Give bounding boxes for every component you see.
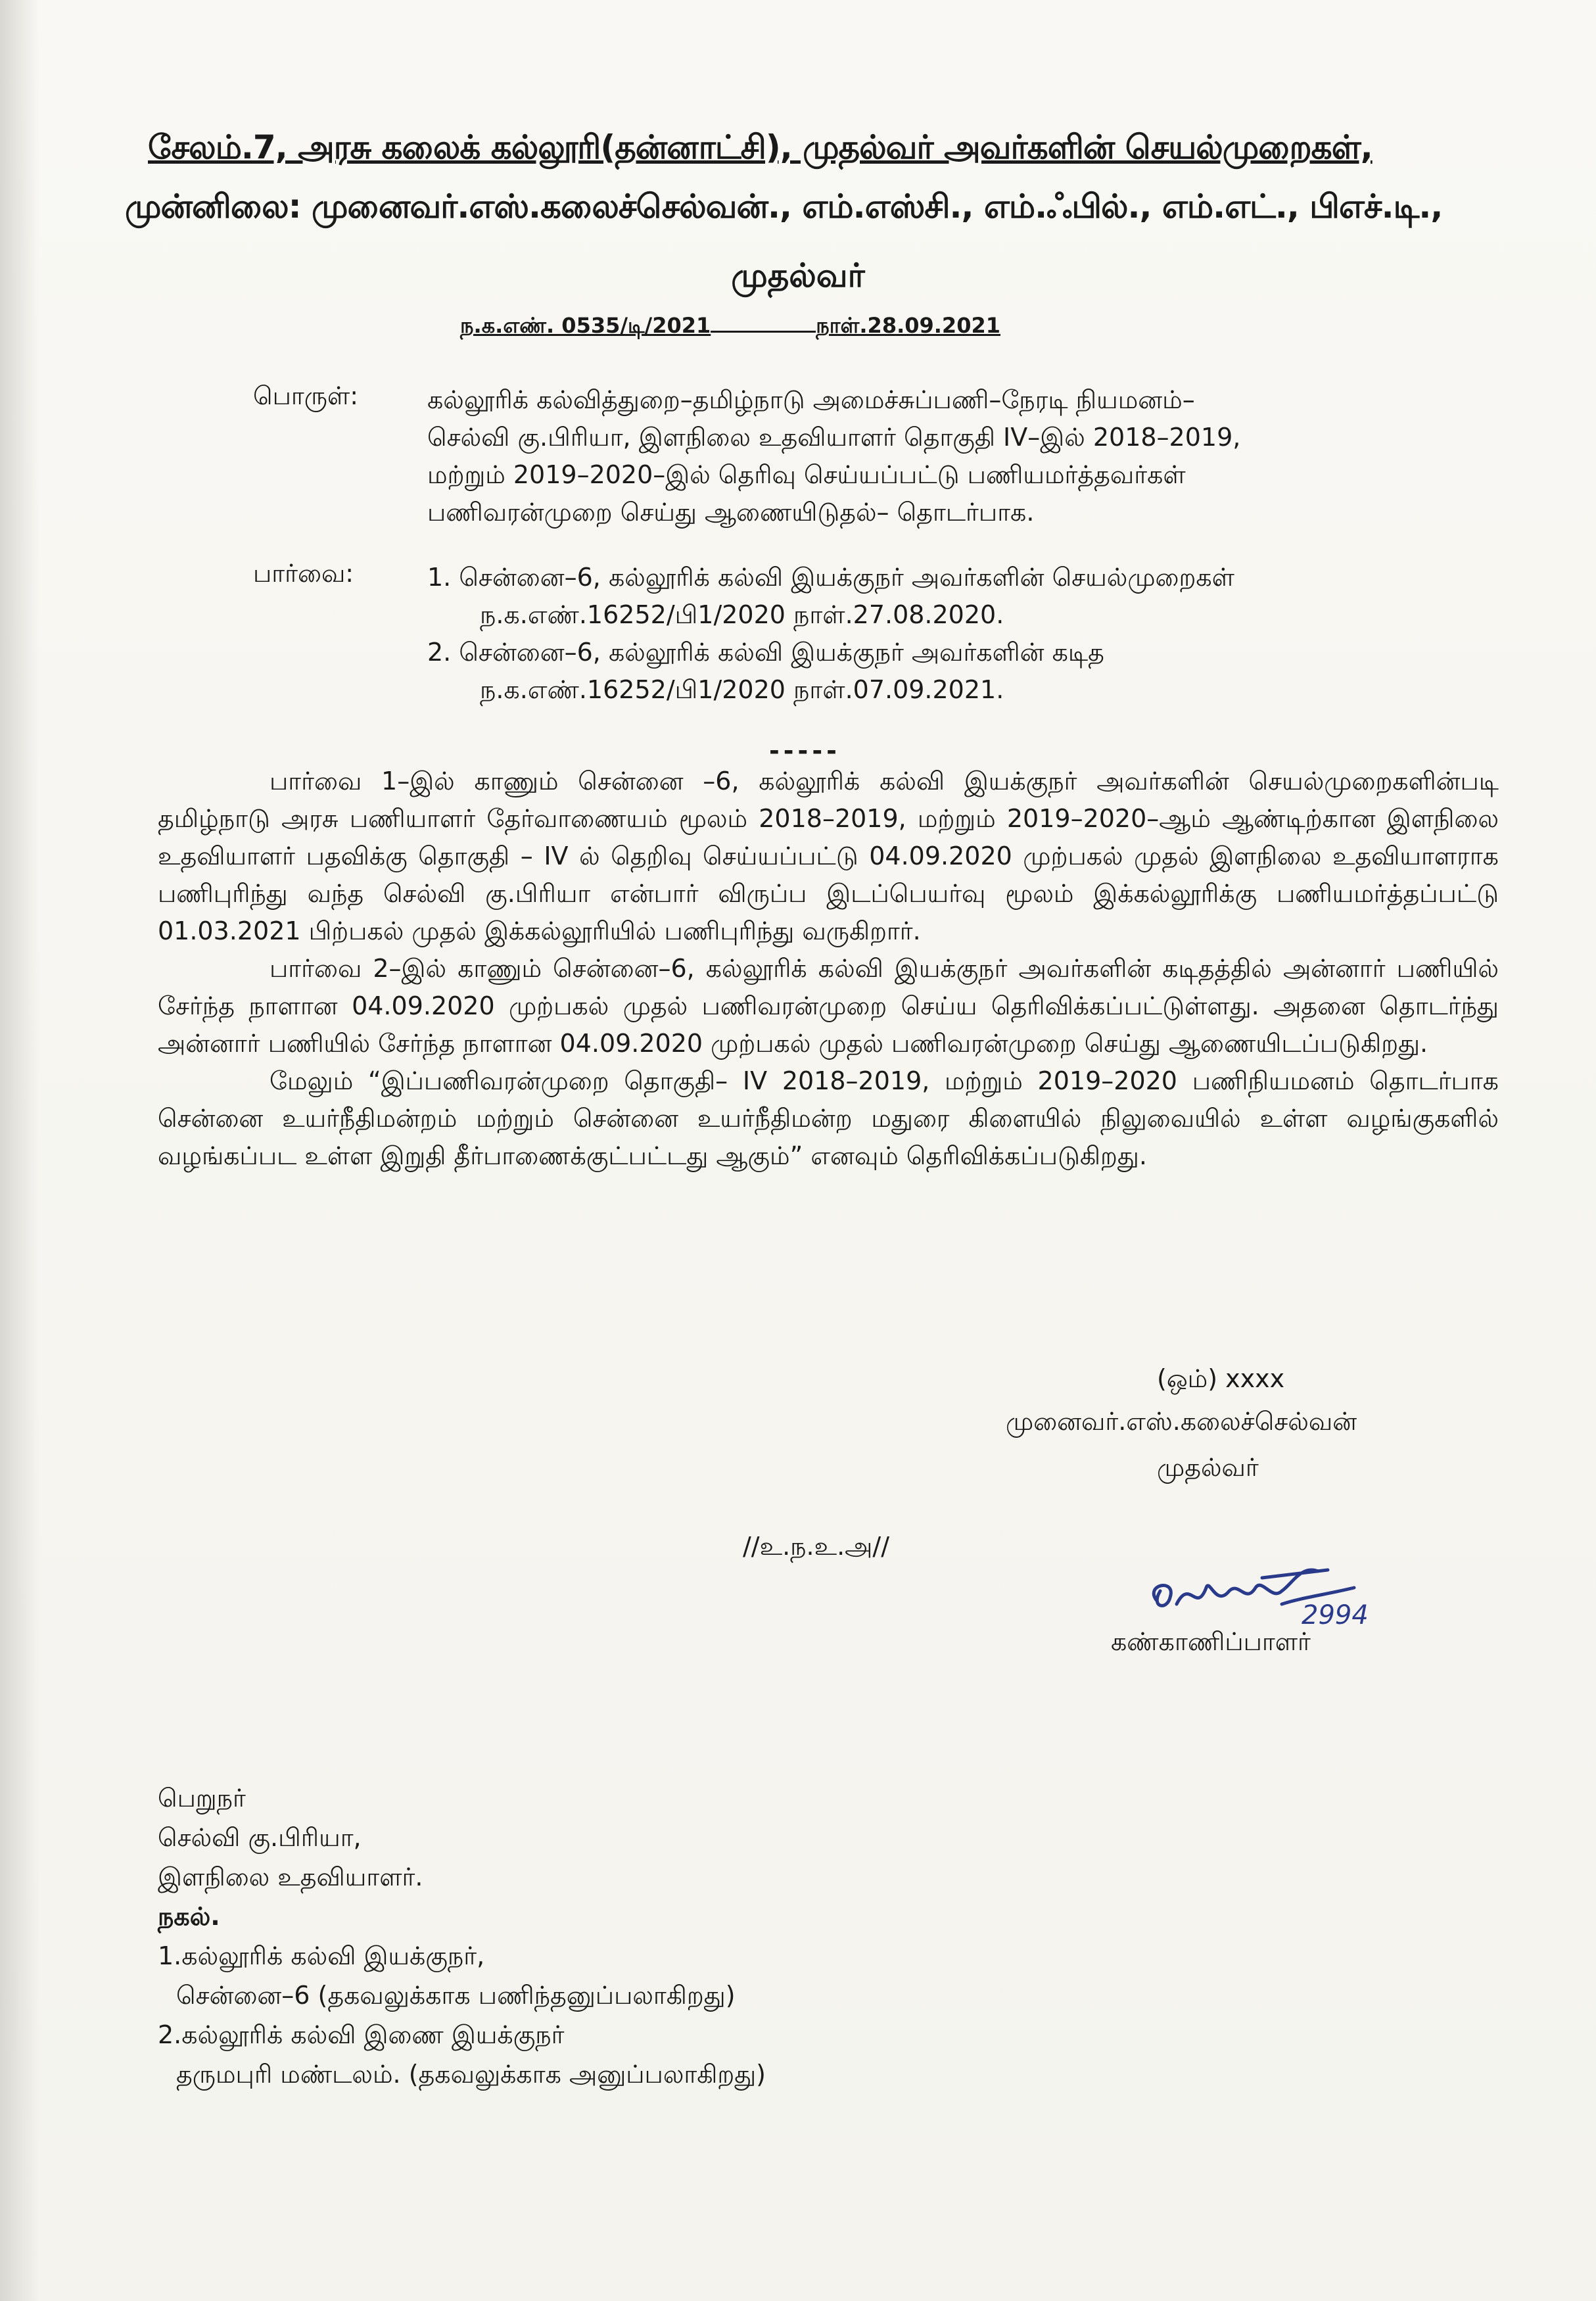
page-edge-shadow (0, 0, 39, 2301)
reference-line (460, 312, 1000, 341)
copy-label: நகல். (158, 1902, 220, 1931)
references-list (427, 559, 1453, 709)
subject-line: கல்லூரிக் கல்வித்துறை–தமிழ்நாடு அமைச்சுப்பணி–நேரடி நியமனம்– (427, 385, 1195, 414)
copy-recipient-1-detail: சென்னை–6 (தகவலுக்காக பணிந்தனுப்பலாகிறது) (176, 1981, 736, 2010)
body-paragraph-3: மேலும் “இப்பணிவரன்முறை தொகுதி– IV 2018–2019, மற்றும் 2019–2020 பணிநியமனம் தொடர்பாக சென்னை உயர்நீதிமன்றம் மற்றும் சென்னை உயர்நீதிமன்ற மதுரை கிளையில் நிலுவையில் உள்ள வழங்குகளில் வழங்கப்பட உள்ள இறுதி தீர்பாணைக்குட்பட்டது ஆகும்” எனவும் தெரிவிக்கப்படுகிறது. (158, 1066, 1499, 1170)
body-paragraph-1: பார்வை 1–இல் காணும் சென்னை –6, கல்லூரிக் கல்வி இயக்குநர் அவர்களின் செயல்முறைகளின்படி தமிழ்நாடு அரசு பணியாளர் தேர்வாணையம் மூலம் 2018–2019, மற்றும் 2019–2020–ஆம் ஆண்டிற்கான இளநிலை உதவியாளர் பதவிக்கு தொகுதி – IV ல் தெறிவு செய்யப்பட்டு 04.09.2020 முற்பகல் முதல் இளநிலை உதவியாளராக பணிபுரிந்து வந்த செல்வி கு.பிரியா என்பார் விருப்ப இடப்பெயர்வு மூலம் இக்கல்லூரிக்கு பணியமர்த்தப்பட்டு 01.03.2021 பிற்பகல் முதல் இக்கல்லூரியில் பணிபுரிந்து வருகிறார். (158, 767, 1499, 945)
handwritten-signature (1131, 1552, 1407, 1637)
copy-recipient-2: 2.கல்லூரிக் கல்வி இணை இயக்குநர் (158, 2020, 565, 2049)
subject-text (427, 381, 1400, 531)
recipient-designation: இளநிலை உதவியாளர். (158, 1862, 423, 1891)
subject-line: செல்வி கு.பிரியா, இளநிலை உதவியாளர் தொகுதி IV–இல் 2018–2019, (427, 423, 1241, 452)
signed-mark: (ஒம்) xxxx (1157, 1364, 1285, 1393)
references-label: பார்வை: (253, 559, 354, 588)
copy-recipient-1: 1.கல்லூரிக் கல்வி இயக்குநர், (158, 1941, 485, 1970)
subject-line: மற்றும் 2019–2020–இல் தெரிவு செய்யப்பட்டு பணியமர்த்தவர்கள் (427, 460, 1186, 489)
reference-item-2-line2: ந.க.எண்.16252/பி1/2020 நாள்.07.09.2021. (480, 675, 1004, 704)
signature-number: 2994 (1302, 1600, 1369, 1630)
reference-item-2-line1: 2. சென்னை–6, கல்லூரிக் கல்வி இயக்குநர் அவர்களின் கடித (427, 638, 1104, 667)
recipient-name: செல்வி கு.பிரியா, (158, 1823, 362, 1852)
recipients-block (158, 1778, 1078, 2094)
reference-item-1-line2: ந.க.எண்.16252/பி1/2020 நாள்.27.08.2020. (480, 600, 1004, 629)
body-text (158, 763, 1499, 1175)
supervisor-title: கண்காணிப்பாளர் (1111, 1627, 1311, 1656)
subject-label: பொருள்: (253, 381, 359, 410)
signatory-title: முதல்வர் (1157, 1453, 1259, 1482)
true-copy-mark: //உ.ந.உ.அ// (743, 1532, 890, 1561)
header-principal-title: முதல்வர் (731, 256, 865, 295)
signatory-name: முனைவர்.எஸ்.கலைச்செல்வன் (1006, 1407, 1357, 1436)
header-presence-line: முன்னிலை: முனைவர்.எஸ்.கலைச்செல்வன்., எம்.எஸ்சி., எம்.ஃபில்., எம்.எட்., பிஎச்.டி., (125, 187, 1443, 225)
reference-date: நாள்.28.09.2021 (816, 313, 1000, 338)
section-separator: ----- (769, 736, 841, 765)
header-office-line: சேலம்.7, அரசு கலைக் கல்லூரி(தன்னாட்சி), முதல்வர் அவர்களின் செயல்முறைகள், (148, 128, 1373, 166)
reference-gap-underline (711, 312, 816, 333)
copy-recipient-2-detail: தருமபுரி மண்டலம். (தகவலுக்காக அனுப்பலாகிறது) (176, 2060, 766, 2089)
body-paragraph-2: பார்வை 2–இல் காணும் சென்னை–6, கல்லூரிக் கல்வி இயக்குநர் அவர்களின் கடிதத்தில் அன்னார் பணியில் சேர்ந்த நாளான 04.09.2020 முற்பகல் முதல் பணிவரன்முறை செய்ய தெரிவிக்கப்பட்டுள்ளது. அதனை தொடர்ந்து அன்னார் பணியில் சேர்ந்த நாளான 04.09.2020 முற்பகல் முதல் பணிவரன்முறை செய்து ஆணையிடப்படுகிறது. (158, 954, 1499, 1058)
reference-item-1-line1: 1. சென்னை–6, கல்லூரிக் கல்வி இயக்குநர் அவர்களின் செயல்முறைகள் (427, 563, 1234, 592)
recipient-label: பெறுநர் (158, 1784, 246, 1813)
subject-line: பணிவரன்முறை செய்து ஆணையிடுதல்– தொடர்பாக. (427, 498, 1035, 527)
reference-number: ந.க.எண். 0535/டி/2021 (460, 313, 711, 338)
